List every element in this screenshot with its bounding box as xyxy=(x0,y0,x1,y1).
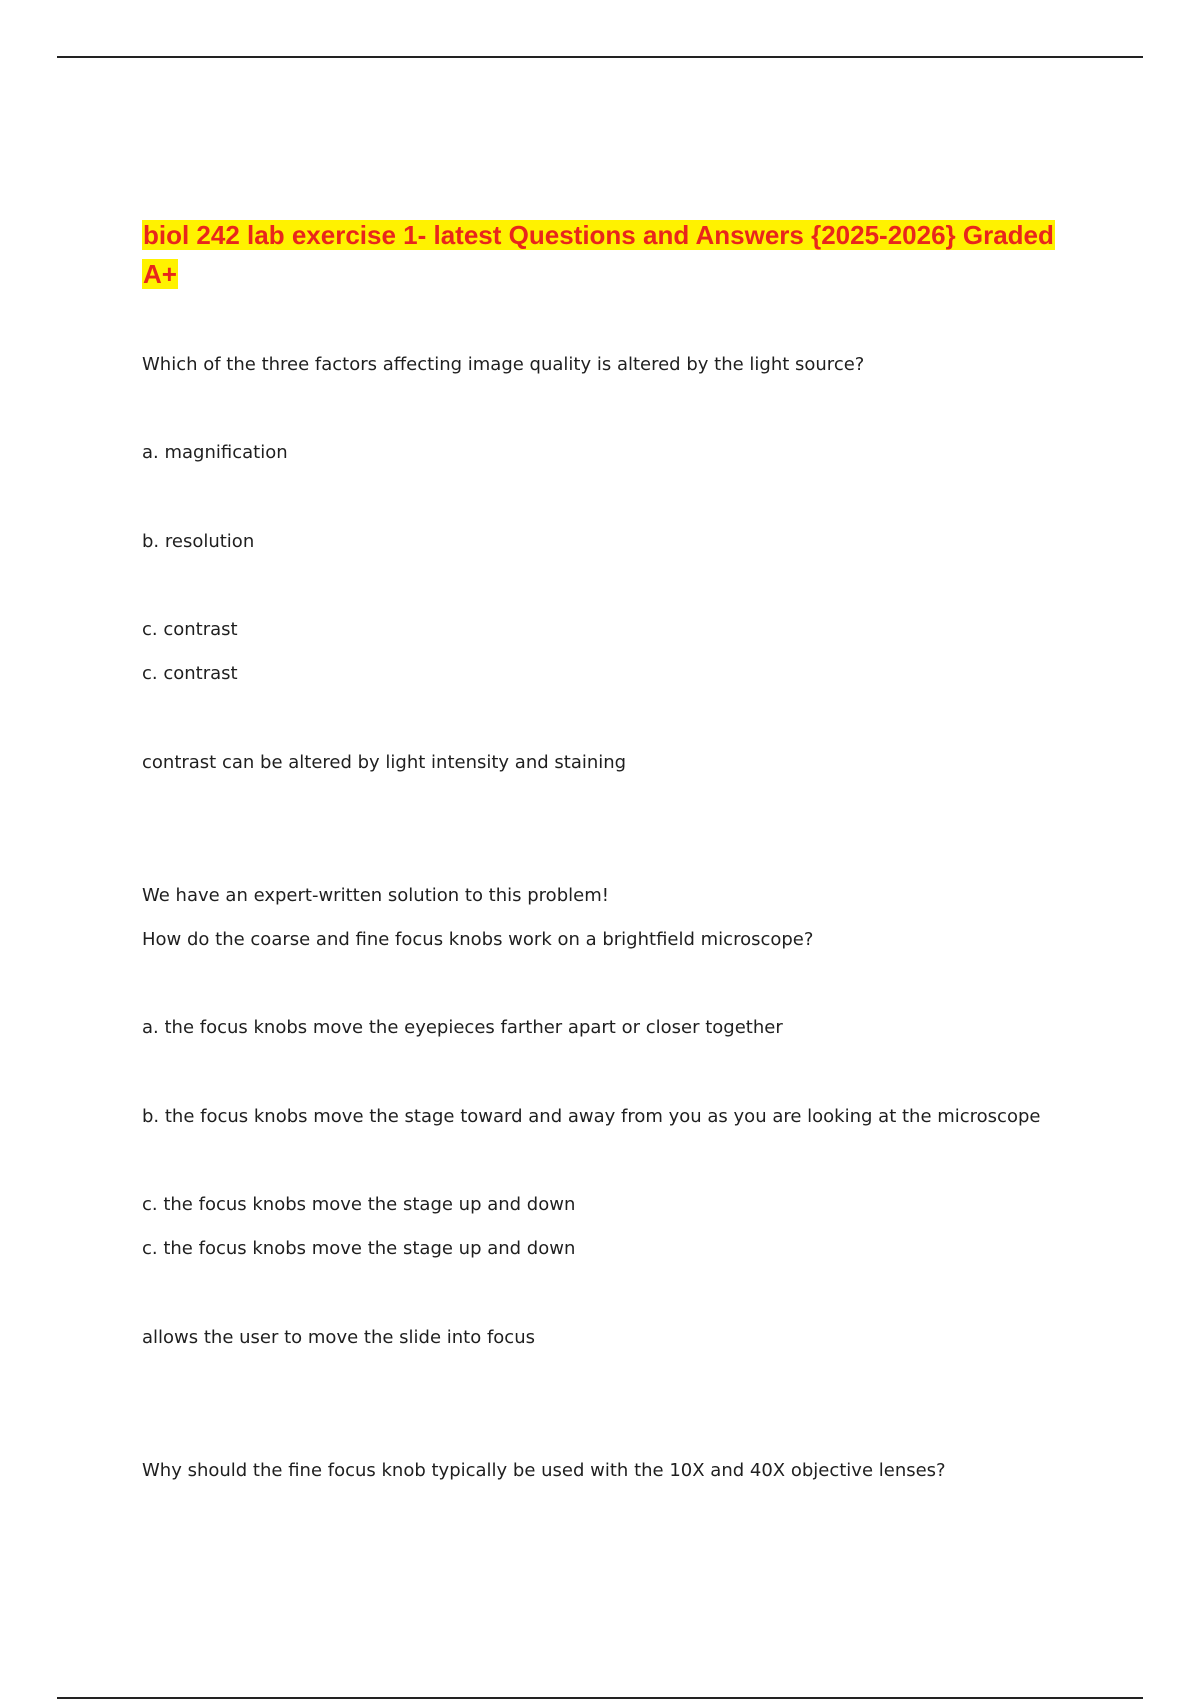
document-title xyxy=(142,216,1082,294)
question-1-answer: c. contrast xyxy=(142,663,238,684)
question-1-explanation: contrast can be altered by light intensity and staining xyxy=(142,752,627,773)
top-divider xyxy=(57,56,1143,58)
question-2-option-a: a. the focus knobs move the eyepieces farther apart or closer together xyxy=(142,1017,783,1038)
question-1-option-b: b. resolution xyxy=(142,531,255,552)
question-1-text: Which of the three factors affecting image quality is altered by the light source? xyxy=(142,354,865,375)
question-2-text: How do the coarse and fine focus knobs work on a brightfield microscope? xyxy=(142,929,814,950)
question-2-option-c: c. the focus knobs move the stage up and down xyxy=(142,1194,576,1215)
question-1-option-c: c. contrast xyxy=(142,619,238,640)
question-2-answer: c. the focus knobs move the stage up and down xyxy=(142,1238,576,1259)
expert-solution-note: We have an expert-written solution to this problem! xyxy=(142,885,609,906)
question-1-option-a: a. magnification xyxy=(142,442,288,463)
question-3-text: Why should the fine focus knob typically be used with the 10X and 40X objective lenses? xyxy=(142,1460,946,1481)
bottom-divider xyxy=(57,1697,1143,1699)
document-title-text: biol 242 lab exercise 1- latest Questions and Answers {2025-2026} Graded A+ xyxy=(143,220,1054,289)
question-2-option-b: b. the focus knobs move the stage toward and away from you as you are looking at the microscope xyxy=(142,1106,1041,1127)
question-2-explanation: allows the user to move the slide into focus xyxy=(142,1327,535,1348)
